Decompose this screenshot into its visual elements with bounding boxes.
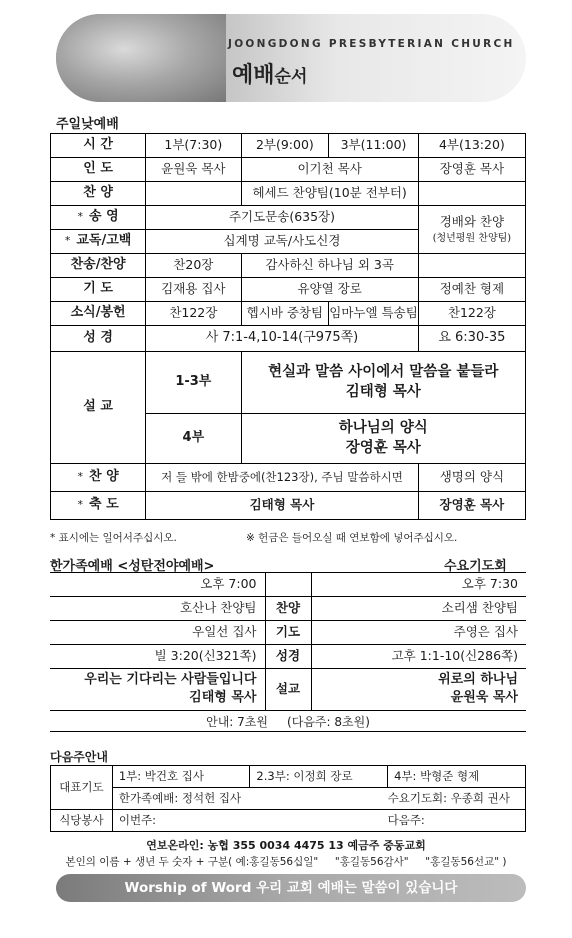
- offering-2: 헵시바 중창팀: [241, 302, 329, 326]
- time-4: 4부(13:20): [418, 134, 525, 158]
- sermon-row-label: 설교: [265, 669, 311, 711]
- sermon-2: [241, 414, 526, 464]
- wednesday-sermon-title: 위로의 하나님: [438, 672, 518, 688]
- kitchen-label: 식당봉사: [51, 810, 113, 832]
- hymn-value: 주기도문송(635장): [146, 206, 419, 230]
- family-scripture: 빌 3:20(신321쪽): [50, 645, 265, 669]
- rep-prayer-1: 1부: 박건호 집사: [112, 766, 250, 788]
- closing-1: 저 들 밖에 한밤중에(찬123장), 주님 말씀하시면: [146, 464, 419, 492]
- sunday-table: [50, 133, 526, 520]
- praise-empty: [146, 182, 241, 206]
- choir-2: 감사하신 하나님 외 3곡: [241, 254, 418, 278]
- leader-4: 장영훈 목사: [418, 158, 525, 182]
- scripture-label: 성 경: [51, 326, 146, 352]
- divider: [50, 731, 526, 732]
- prayer-row-label: 기도: [265, 621, 311, 645]
- confession-value: 십계명 교독/사도신경: [146, 230, 419, 254]
- wednesday-time: 오후 7:30: [311, 573, 526, 597]
- sermon-2-pastor: 장영훈 목사: [345, 439, 421, 456]
- sermon-1-title: 현실과 말씀 사이에서 말씀을 붙들라: [268, 363, 499, 380]
- scripture-2: 요 6:30-35: [418, 326, 525, 352]
- rep-prayer-23: 2.3부: 이정희 장로: [250, 766, 388, 788]
- online-offering-account: 연보온라인: 농협 355 0034 4475 13 예금주 중동교회: [146, 839, 426, 852]
- next-week-table: [50, 765, 526, 832]
- time-empty: [265, 573, 311, 597]
- wednesday-praise: 소리샘 찬양팀: [311, 597, 526, 621]
- wednesday-title: 수요기도회: [444, 559, 507, 574]
- header-photo: [56, 14, 226, 102]
- praise-team: 헤세드 찬양팀(10분 전부터): [241, 182, 418, 206]
- time-2: 2부(9:00): [241, 134, 329, 158]
- praise-label: 찬 양: [51, 182, 146, 206]
- wednesday-sermon: [311, 669, 526, 711]
- usher-guide: 안내: 7초원 (다음주: 8초원): [206, 715, 370, 729]
- praise-empty-4: [418, 182, 525, 206]
- offering-instructions: 본인의 이름 + 생년 두 숫자 + 구분( 예:홍길동56십일" "홍길동56감사" "홍길동56선교" ): [65, 856, 507, 868]
- benediction-2: 장영훈 목사: [418, 492, 525, 520]
- sermon-1: [241, 352, 526, 414]
- sermon-part-1: 1-3부: [146, 352, 241, 414]
- choir-empty: [418, 254, 525, 278]
- offering-3: 임마누엘 특송팀: [329, 302, 419, 326]
- kitchen-next-week: 다음주:: [388, 810, 526, 832]
- rep-prayer-label: 대표기도: [51, 766, 113, 810]
- leader-label: 인 도: [51, 158, 146, 182]
- prayer-label: 기 도: [51, 278, 146, 302]
- family-sermon: [50, 669, 265, 711]
- time-label: 시 간: [51, 134, 146, 158]
- leader-2: 이기천 목사: [241, 158, 418, 182]
- page-title: [232, 58, 307, 89]
- sermon-2-title: 하나님의 양식: [338, 419, 428, 436]
- closing-2: 생명의 양식: [418, 464, 525, 492]
- sermon-1-pastor: 김태형 목사: [345, 383, 421, 400]
- stand-note: * 표시에는 일어서주십시오.: [50, 532, 177, 544]
- wednesday-scripture: 고후 1:1-10(신286쪽): [311, 645, 526, 669]
- benediction-label: * 축 도: [51, 492, 146, 520]
- sermon-part-2: 4부: [146, 414, 241, 464]
- scripture-row-label: 성경: [265, 645, 311, 669]
- choir-1: 찬20장: [146, 254, 241, 278]
- title-main: 예배: [232, 63, 275, 88]
- family-prayer: 우일선 집사: [50, 621, 265, 645]
- family-time: 오후 7:00: [50, 573, 265, 597]
- family-prayer-next: 한가족예배: 정석헌 집사: [112, 788, 387, 810]
- star-marker: *: [77, 470, 83, 484]
- closing-label: * 찬 양: [51, 464, 146, 492]
- sunday-title: 주일낮예배: [56, 117, 119, 132]
- time-1: 1부(7:30): [146, 134, 241, 158]
- evening-table: [50, 572, 526, 711]
- prayer-2: 유양열 장로: [241, 278, 418, 302]
- family-sermon-pastor: 김태형 목사: [189, 690, 257, 705]
- confession-label: * 교독/고백: [51, 230, 146, 254]
- wednesday-sermon-pastor: 윤원욱 목사: [450, 690, 518, 705]
- footer-slogan: Worship of Word 우리 교회 예배는 말씀이 있습니다: [124, 880, 458, 896]
- star-marker: *: [64, 234, 71, 248]
- benediction-1: 김태형 목사: [146, 492, 419, 520]
- leader-1: 윤원욱 목사: [146, 158, 241, 182]
- sermon-label: 설 교: [51, 352, 146, 464]
- rep-prayer-4: 4부: 박형준 형제: [388, 766, 526, 788]
- worship-praise: 경배와 찬양 (청년평원 찬양팀): [418, 206, 525, 254]
- next-week-title: 다음주안내: [50, 750, 108, 764]
- offering-1: 찬122장: [146, 302, 241, 326]
- scripture-1: 사 7:1-4,10-14(구975쪽): [146, 326, 419, 352]
- star-marker: *: [77, 210, 83, 224]
- wednesday-prayer: 주영은 집사: [311, 621, 526, 645]
- prayer-1: 김재용 집사: [146, 278, 241, 302]
- title-sub: 순서: [274, 67, 308, 87]
- church-name: JOONGDONG PRESBYTERIAN CHURCH: [228, 38, 515, 50]
- time-3: 3부(11:00): [329, 134, 419, 158]
- hymn-label: * 송 영: [51, 206, 146, 230]
- prayer-4: 정예찬 형제: [418, 278, 525, 302]
- offering-note: ※ 헌금은 들어오실 때 연보함에 넣어주십시오.: [246, 532, 458, 544]
- offering-label: 소식/봉헌: [51, 302, 146, 326]
- family-praise: 호산나 찬양팀: [50, 597, 265, 621]
- family-sermon-title: 우리는 기다리는 사람들입니다: [84, 672, 257, 688]
- choir-label: 찬송/찬양: [51, 254, 146, 278]
- star-marker: *: [77, 498, 83, 512]
- family-service-title: 한가족예배 <성탄전야예배>: [50, 559, 215, 574]
- praise-row-label: 찬양: [265, 597, 311, 621]
- kitchen-this-week: 이번주:: [112, 810, 387, 832]
- wednesday-prayer-next: 수요기도회: 우종희 권사: [388, 788, 526, 810]
- offering-4: 찬122장: [418, 302, 525, 326]
